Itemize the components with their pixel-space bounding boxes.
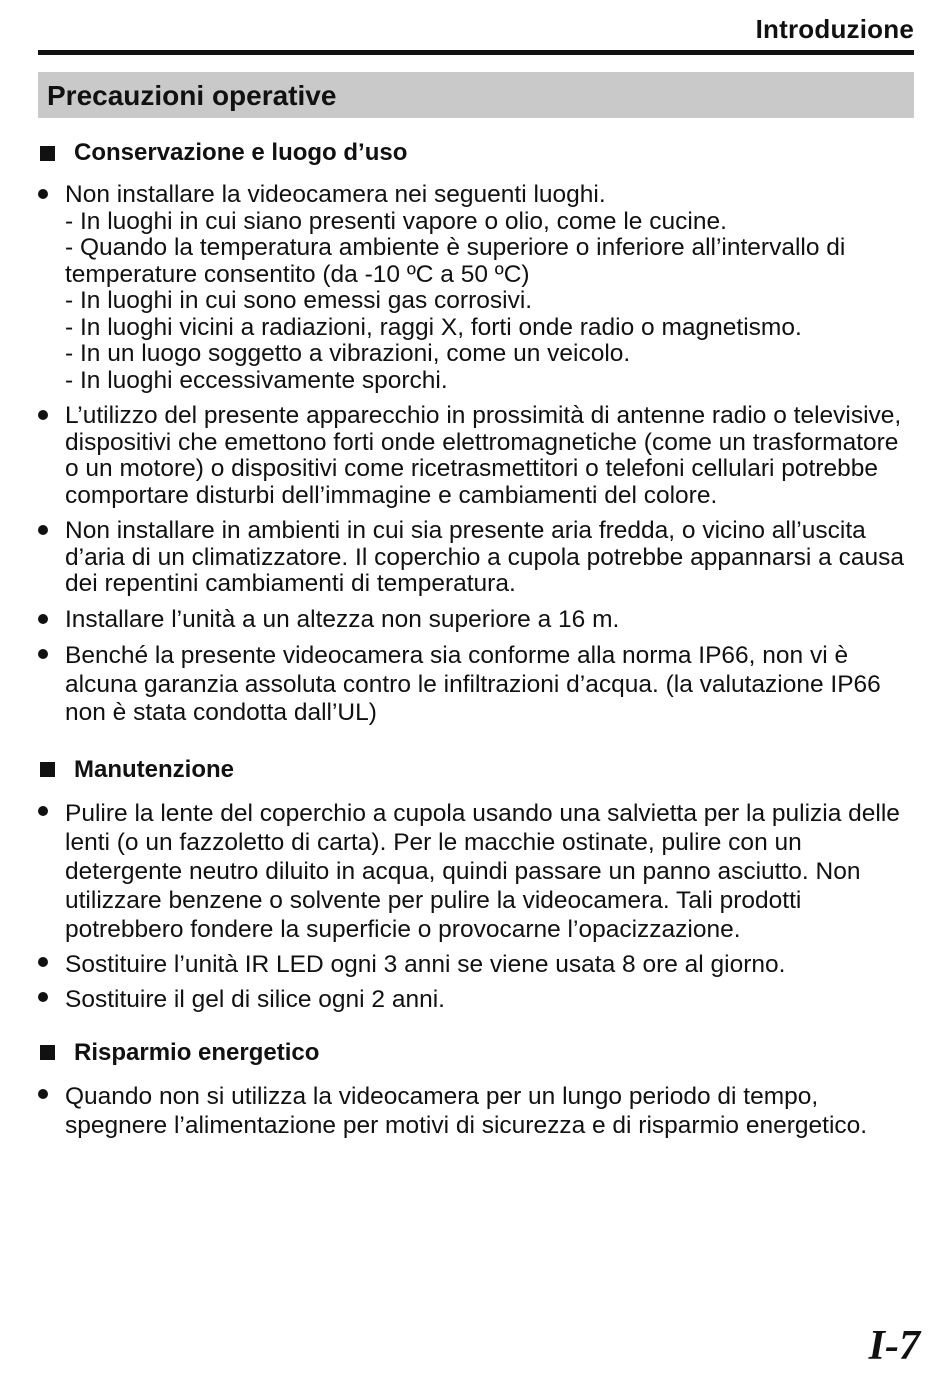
bullet-icon xyxy=(38,1089,48,1099)
list-item-text: Sostituire il gel di silice ogni 2 anni. xyxy=(65,985,445,1013)
bullet-icon xyxy=(38,649,48,659)
header-rule xyxy=(38,50,914,55)
bullet-icon xyxy=(38,806,48,816)
list-item-text: Installare l’unità a un altezza non superiore a 16 m. xyxy=(65,605,620,633)
sub-item: - In luoghi in cui siano presenti vapore o olio, come le cucine. xyxy=(65,207,727,235)
bullet-list-energy xyxy=(38,1082,914,1140)
bullet-icon xyxy=(38,525,48,535)
page-number: I-7 xyxy=(868,1323,920,1369)
list-item-text: Quando non si utilizza la videocamera per un lungo periodo di tempo, spegnere l’alimentazione per motivi di sicurezza e di risparmio energetico. xyxy=(65,1082,868,1139)
list-item xyxy=(38,607,914,634)
list-item-text: L’utilizzo del presente apparecchio in prossimità di antenne radio o televisive, dispositivi che emettono forti onde elettromagnetiche (come un trasformatore o un motore) o dispositivi come ricetrasmettitori o telefoni cellulari potrebbe comportare disturbi dell’immagine e cambiamenti del colore. xyxy=(65,402,902,509)
square-bullet-icon xyxy=(40,762,55,777)
bullet-list-storage xyxy=(38,182,914,728)
subsection-heading-energy xyxy=(38,1034,914,1072)
bullet-icon xyxy=(38,957,48,967)
square-bullet-icon xyxy=(40,1045,55,1060)
list-item-text: Sostituire l’unità IR LED ogni 3 anni se viene usata 8 ore al giorno. xyxy=(65,950,786,978)
bullet-icon xyxy=(38,614,48,624)
bullet-icon xyxy=(38,410,48,420)
subsection-title: Manutenzione xyxy=(74,755,234,783)
list-item xyxy=(38,642,914,728)
subsection-heading-maintenance xyxy=(38,751,914,789)
list-item xyxy=(38,518,914,598)
sub-item: - Quando la temperatura ambiente è superiore o inferiore all’intervallo di temperature consentito (da -10 ºC a 50 ºC) xyxy=(65,234,846,288)
list-item-text: Pulire la lente del coperchio a cupola usando una salvietta per la pulizia delle lenti (o un fazzoletto di carta). Per le macchie ostinate, pulire con un detergente neutro diluito in acqua, quindi passare un panno asciutto. Non utilizzare benzene o solvente per pulire la videocamera. Tali prodotti potrebbero fondere la superficie o provocarne l’opacizzazione. xyxy=(65,799,900,943)
list-item xyxy=(38,950,914,979)
sub-item: - In un luogo soggetto a vibrazioni, come un veicolo. xyxy=(65,340,631,367)
square-bullet-icon xyxy=(40,146,55,161)
running-header: Introduzione xyxy=(755,14,914,44)
list-item xyxy=(38,1082,914,1140)
sub-item: - In luoghi eccessivamente sporchi. xyxy=(65,366,448,394)
list-item-text: Non installare la videocamera nei seguenti luoghi. xyxy=(65,181,606,208)
list-item-text: Benché la presente videocamera sia conforme alla norma IP66, non vi è alcuna garanzia assoluta contro le infiltrazioni d’acqua. (la valutazione IP66 non è stata condotta dall’UL) xyxy=(65,642,881,726)
sub-item: - In luoghi in cui sono emessi gas corrosivi. xyxy=(65,287,533,314)
subsection-title: Risparmio energetico xyxy=(74,1038,320,1066)
content xyxy=(38,134,914,1146)
subsection-title: Conservazione e luogo d’uso xyxy=(74,139,408,166)
bullet-icon xyxy=(38,992,48,1002)
list-item xyxy=(38,985,914,1014)
list-item xyxy=(38,403,914,509)
list-item xyxy=(38,799,914,944)
bullet-icon xyxy=(38,189,48,199)
subsection-heading-storage xyxy=(38,134,914,172)
bullet-list-maintenance xyxy=(38,799,914,1014)
list-item-text: Non installare in ambienti in cui sia presente aria fredda, o vicino all’uscita d’aria di un climatizzatore. Il coperchio a cupola potrebbe appannarsi a causa dei repentini cambiamenti di temperatura. xyxy=(65,517,904,597)
sub-item: - In luoghi vicini a radiazioni, raggi X, forti onde radio o magnetismo. xyxy=(65,313,802,341)
list-item xyxy=(38,182,914,394)
section-title: Precauzioni operative xyxy=(38,72,914,118)
